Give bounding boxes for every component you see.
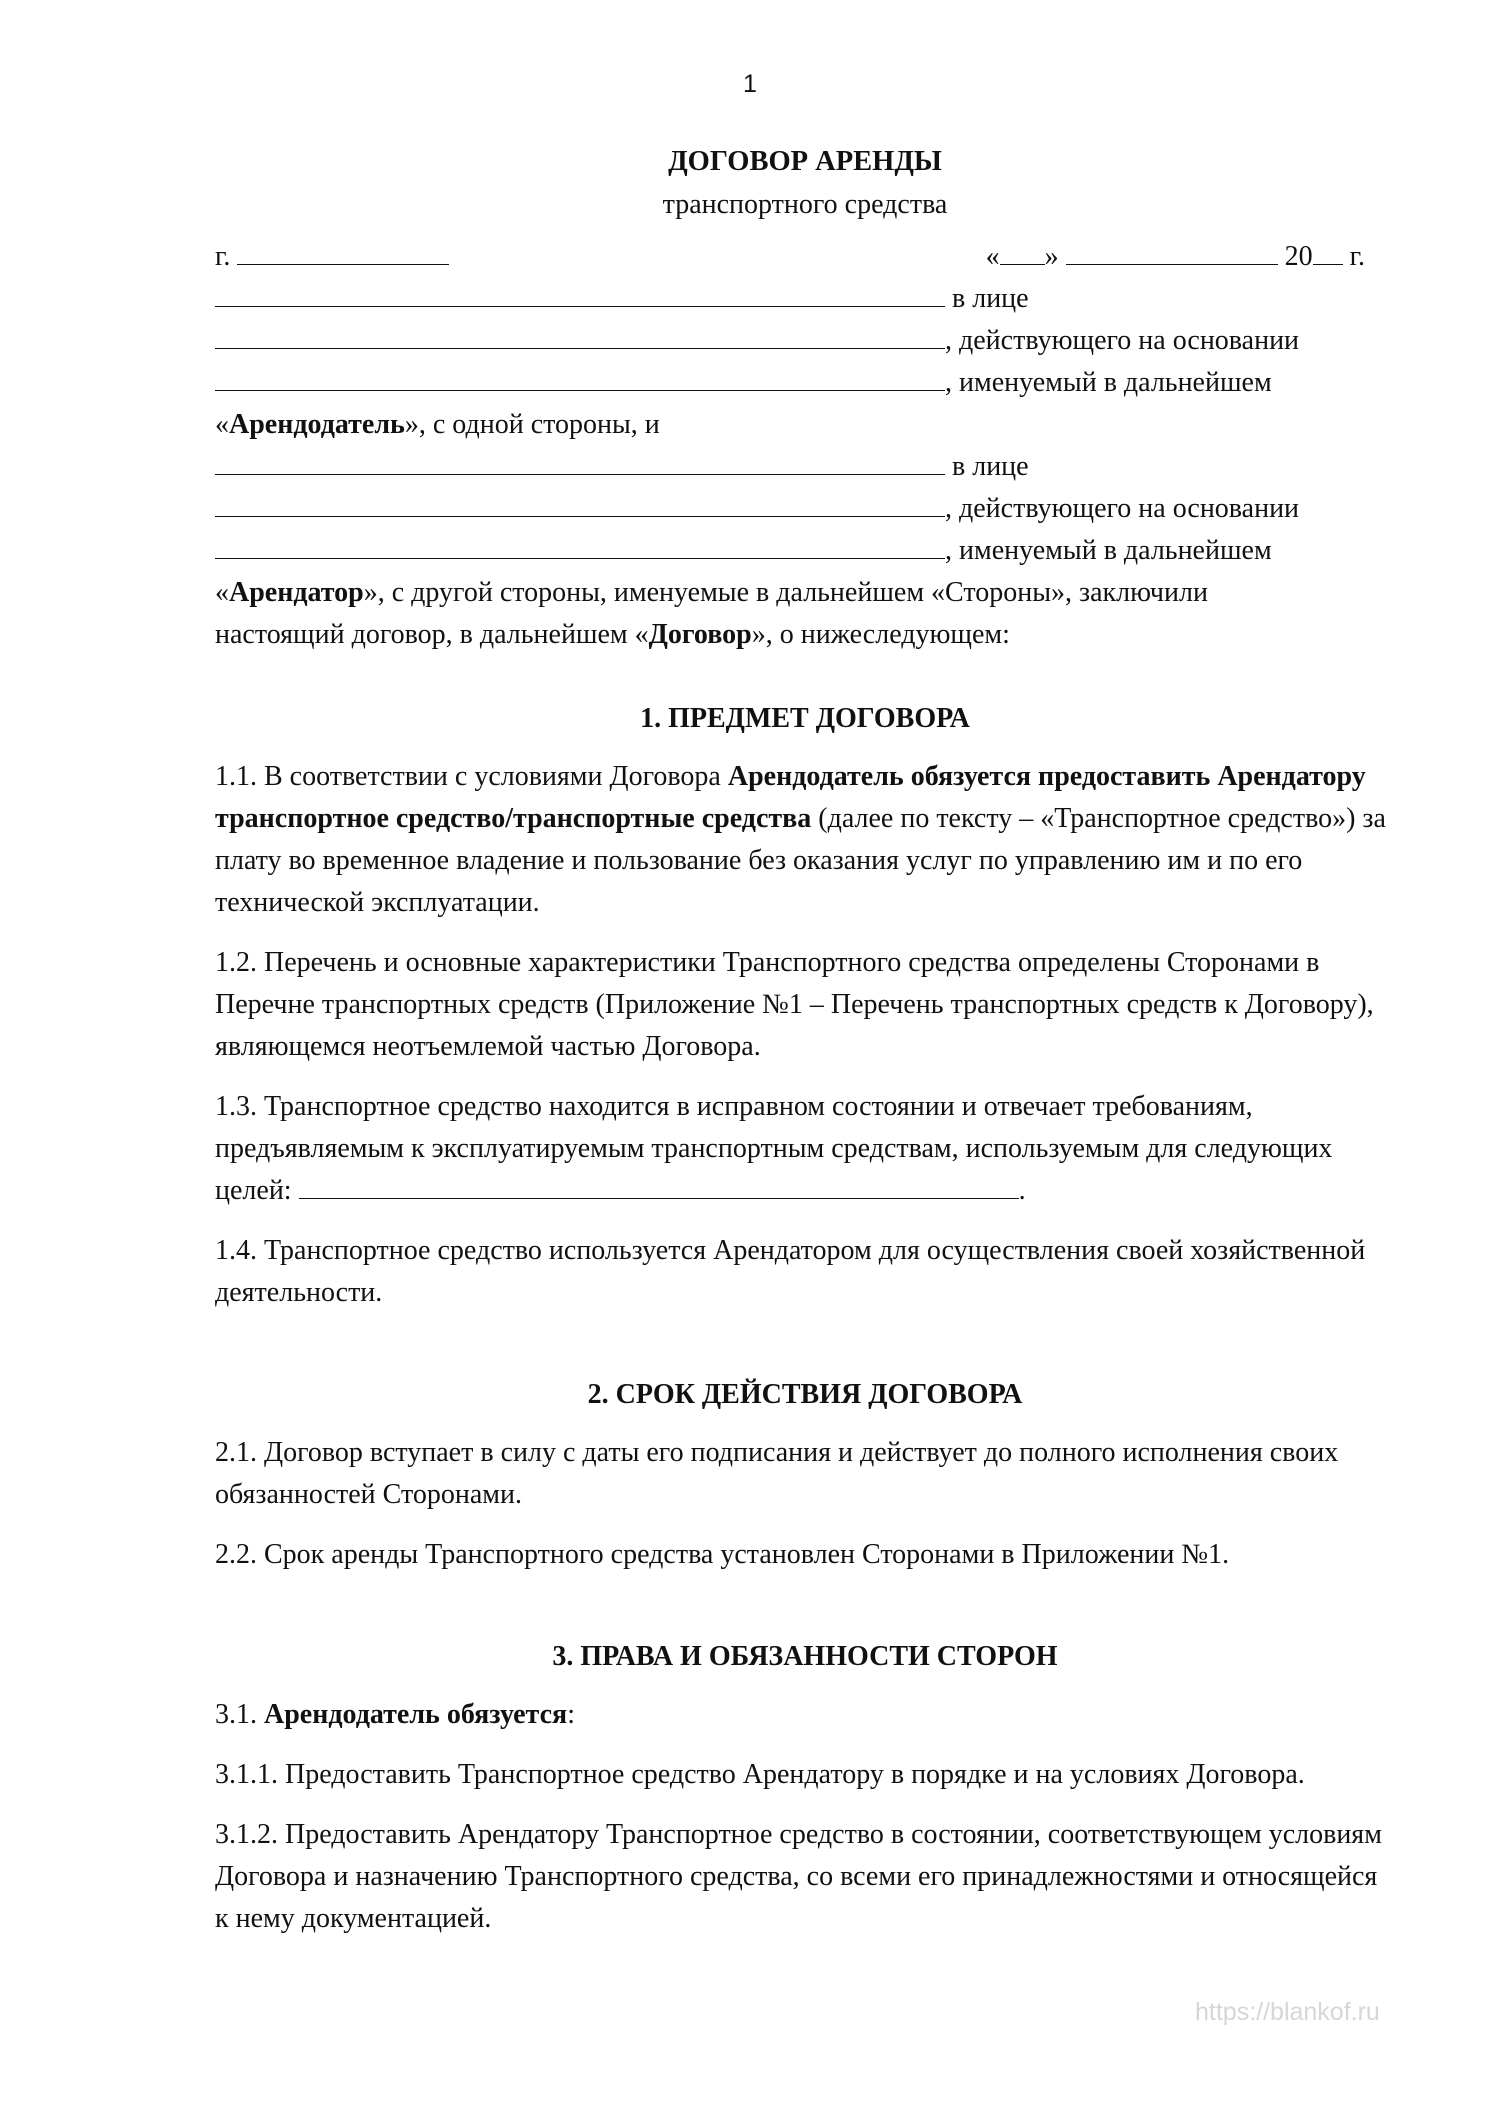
tenant-name: Арендатор <box>229 577 364 609</box>
clause-1-4: 1.4. Транспортное средство используется Арендатором для осуществления своей хозяйственной деятельности. <box>215 1235 1366 1309</box>
blank-line <box>215 368 945 391</box>
line-text: , действующего на основании <box>945 493 1300 525</box>
section-1-title: 1. ПРЕДМЕТ ДОГОВОРА <box>640 703 970 735</box>
goals-blank <box>299 1176 1019 1199</box>
clause-1-3 <box>215 1086 1395 1212</box>
clause-3-1 <box>215 1694 1395 1736</box>
document-subtitle: транспортного средства <box>662 189 948 221</box>
clause-text: . <box>1018 1175 1026 1207</box>
document-title: ДОГОВОР АРЕНДЫ <box>668 146 942 177</box>
clause-bold: Арендодатель обязуется <box>264 1699 568 1731</box>
clause-text: : <box>567 1699 575 1731</box>
blank-line <box>215 326 945 349</box>
city-blank <box>237 242 449 265</box>
clause-3-1-1: 3.1.1. Предоставить Транспортное средство Арендатору в порядке и на условиях Договора. <box>215 1759 1305 1791</box>
date-open-quote: « <box>985 241 1000 273</box>
date-close-quote: » <box>1044 241 1059 273</box>
day-blank <box>1000 242 1045 265</box>
blank-line <box>215 494 945 517</box>
landlord-line-3 <box>215 362 1395 404</box>
section-3-title: 3. ПРАВА И ОБЯЗАННОСТИ СТОРОН <box>552 1641 1058 1673</box>
clause-text: 1.3. Транспортное средство находится в исправном состоянии и отвечает требованиям, предъявляемым к эксплуатируемым транспортным средствам, используемым для следующих целей: <box>215 1091 1333 1207</box>
document-body <box>215 140 1395 1958</box>
date-field <box>986 236 1365 278</box>
tenant-rest: », с другой стороны, именуемые в дальнейшем «Стороны», заключили <box>363 577 1208 609</box>
closing-line <box>215 614 1395 656</box>
clause-text: 1.1. В соответствии с условиями Договора <box>215 761 728 793</box>
city-prefix: г. <box>215 241 231 273</box>
blank-line <box>215 284 945 307</box>
watermark-link[interactable]: https://blankof.ru <box>1195 1998 1380 2026</box>
blank-line <box>215 536 945 559</box>
landlord-line-2 <box>215 320 1395 362</box>
blank-line <box>215 452 945 475</box>
clause-2-2: 2.2. Срок аренды Транспортного средства установлен Сторонами в Приложении №1. <box>215 1539 1230 1571</box>
clause-2-1: 2.1. Договор вступает в силу с даты его подписания и действует до полного исполнения своих обязанностей Сторонами. <box>215 1437 1339 1511</box>
year-suffix: г. <box>1349 241 1365 273</box>
clause-text: 3.1. <box>215 1699 264 1731</box>
landlord-rest: », с одной стороны, и <box>404 409 660 441</box>
line-text: , именуемый в дальнейшем <box>945 367 1272 399</box>
section-2-title: 2. СРОК ДЕЙСТВИЯ ДОГОВОРА <box>587 1379 1023 1411</box>
city-field <box>215 236 449 278</box>
line-text: , именуемый в дальнейшем <box>945 535 1272 567</box>
clause-3-1-2: 3.1.2. Предоставить Арендатору Транспортное средство в состоянии, соответствующем условиям Договора и назначению Транспортного средства, со всеми его принадлежностями и относящейся к нему документацией. <box>215 1819 1382 1935</box>
clause-bold: Арендодатель обязуется предоставить Арендатору транспортное средство/транспортные средства <box>215 761 1366 835</box>
year-prefix: 20 <box>1284 241 1313 273</box>
tenant-line-2 <box>215 488 1395 530</box>
line-text: в лице <box>952 451 1029 483</box>
closing-bold: Договор <box>648 619 752 651</box>
clause-text: (далее по тексту – «Транспортное средство») за плату во временное владение и пользование без оказания услуг по управлению им и по его технической эксплуатации. <box>215 803 1386 919</box>
line-text: в лице <box>952 283 1029 315</box>
page-number: 1 <box>743 70 757 98</box>
clause-1-2: 1.2. Перечень и основные характеристики Транспортного средства определены Сторонами в Перечне транспортных средств (Приложение №1 – Перечень транспортных средств к Договору), являющемся неотъемлемой частью Договора. <box>215 947 1374 1063</box>
city-date-row <box>215 236 1365 278</box>
tenant-line-3 <box>215 530 1395 572</box>
landlord-name: Арендодатель <box>229 409 405 441</box>
month-blank <box>1066 242 1278 265</box>
closing-text-1: настоящий договор, в дальнейшем « <box>215 619 649 651</box>
tenant-line-1 <box>215 446 1395 488</box>
landlord-line-1 <box>215 278 1395 320</box>
line-text: , действующего на основании <box>945 325 1300 357</box>
tenant-definition: «Арендатор», с другой стороны, именуемые в дальнейшем «Стороны», заключили <box>215 577 1208 609</box>
landlord-definition: «Арендодатель», с одной стороны, и <box>215 409 660 441</box>
clause-1-1 <box>215 756 1395 924</box>
year-blank <box>1313 242 1343 265</box>
closing-text-2: », о нижеследующем: <box>751 619 1010 651</box>
